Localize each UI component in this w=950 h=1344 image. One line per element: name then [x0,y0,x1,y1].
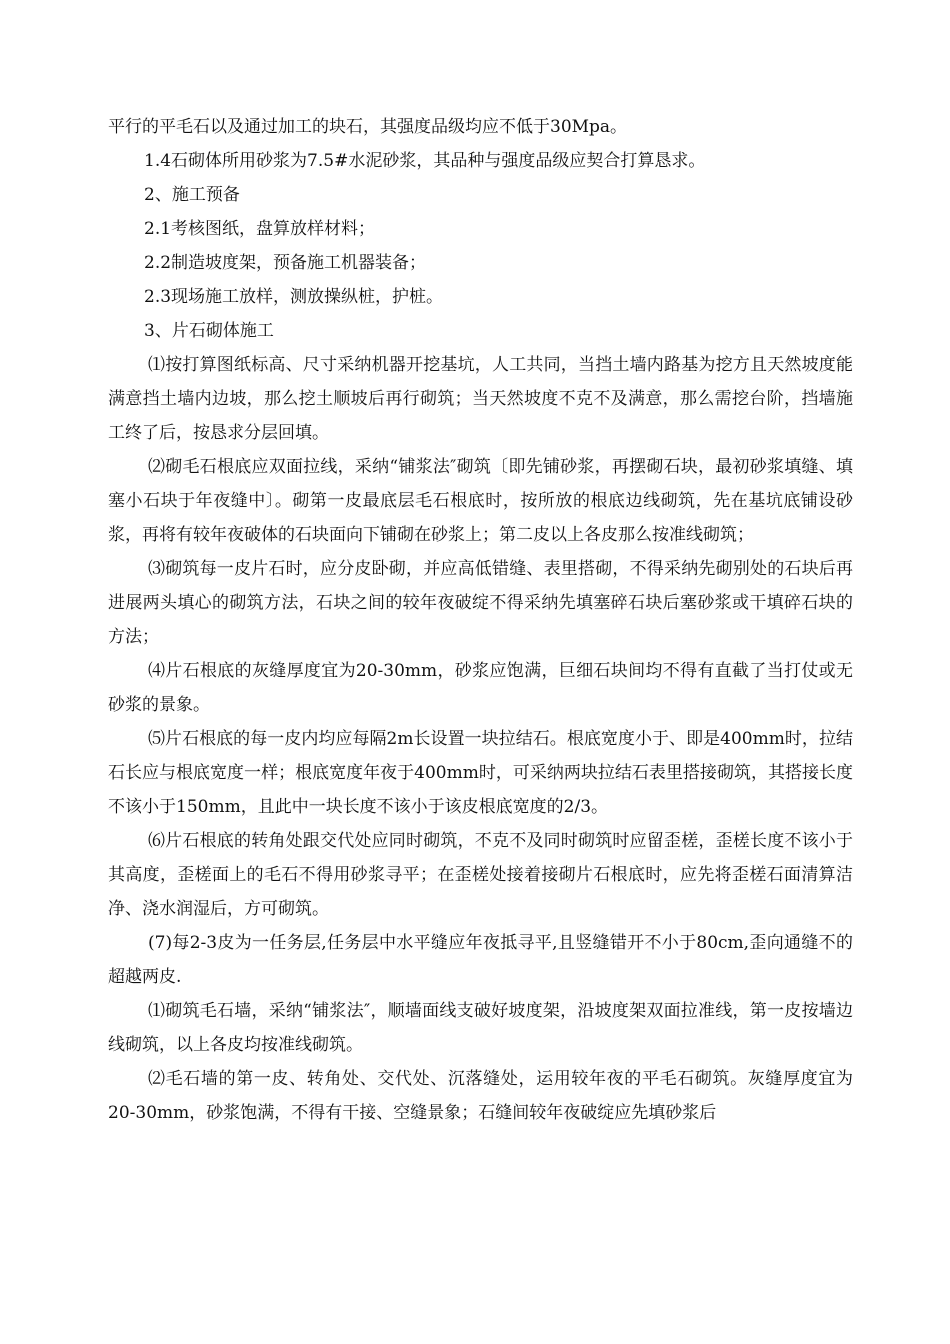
paragraph-wall-2: ⑵毛石墙的第一皮、转角处、交代处、沉落缝处，运用较年夜的平毛石砌筑。灰缝厚度宜为20-30mm，砂浆饱满，不得有干接、空缝景象；石缝间较年夜破绽应先填砂浆后 [108,1069,853,1123]
paragraph-2-1: 2.1考核图纸，盘算放样材料； [144,219,376,239]
section-heading-2: 2、施工预备 [144,185,240,205]
paragraph-3-5: ⑸片石根底的每一皮内均应每隔2m长设置一块拉结石。根底宽度小于、即是400mm时，拉结石长应与根底宽度一样；根底宽度年夜于400mm时，可采纳两块拉结石表里搭接砌筑，其搭接长度不该小于150mm，且此中一块长度不该小于该皮根底宽度的2/3。 [108,729,853,817]
document-page [108,110,853,1130]
paragraph-2-2: 2.2制造坡度架，预备施工机器装备； [144,253,427,273]
paragraph-3-4: ⑷片石根底的灰缝厚度宜为20-30mm，砂浆应饱满，巨细石块间均不得有直截了当打仗或无砂浆的景象。 [108,661,853,715]
section-heading-3: 3、片石砌体施工 [144,321,274,341]
paragraph-3-3: ⑶砌筑每一皮片石时，应分皮卧砌，并应高低错缝、表里搭砌，不得采纳先砌别处的石块后再进展两头填心的砌筑方法，石块之间的较年夜破绽不得采纳先填塞碎石块后塞砂浆或干填碎石块的方法； [108,559,853,647]
paragraph-3-7: (7)每2-3皮为一任务层,任务层中水平缝应年夜抵寻平,且竖缝错开不小于80cm,歪向通缝不的超越两皮. [108,933,853,987]
paragraph-2-3: 2.3现场施工放样，测放操纵桩，护桩。 [144,287,444,307]
paragraph-3-1: ⑴按打算图纸标高、尺寸采纳机器开挖基坑，人工共同，当挡土墙内路基为挖方且天然坡度能满意挡土墙内边坡，那么挖土顺坡后再行砌筑；当天然坡度不克不及满意，那么需挖台阶，挡墙施工终了后，按恳求分层回填。 [108,355,853,443]
paragraph-3-6: ⑹片石根底的转角处跟交代处应同时砌筑，不克不及同时砌筑时应留歪槎，歪槎长度不该小于其高度，歪槎面上的毛石不得用砂浆寻平；在歪槎处接着接砌片石根底时，应先将歪槎石面清算洁净、浇水润湿后，方可砌筑。 [108,831,853,919]
paragraph-2: 1.4石砌体所用砂浆为7.5#水泥砂浆，其品种与强度品级应契合打算恳求。 [144,151,706,171]
paragraph-1: 平行的平毛石以及通过加工的块石，其强度品级均应不低于30Mpa。 [108,117,628,137]
paragraph-3-2: ⑵砌毛石根底应双面拉线，采纳“铺浆法″砌筑〔即先铺砂浆，再摆砌石块，最初砂浆填缝、填塞小石块于年夜缝中〕。砌第一皮最底层毛石根底时，按所放的根底边线砌筑，先在基坑底铺设砂浆，再将有较年夜破体的石块面向下铺砌在砂浆上；第二皮以上各皮那么按准线砌筑； [108,457,853,545]
paragraph-wall-1: ⑴砌筑毛石墙，采纳“铺浆法″，顺墙面线支破好坡度架，沿坡度架双面拉准线，第一皮按墙边线砌筑，以上各皮均按准线砌筑。 [108,1001,853,1055]
